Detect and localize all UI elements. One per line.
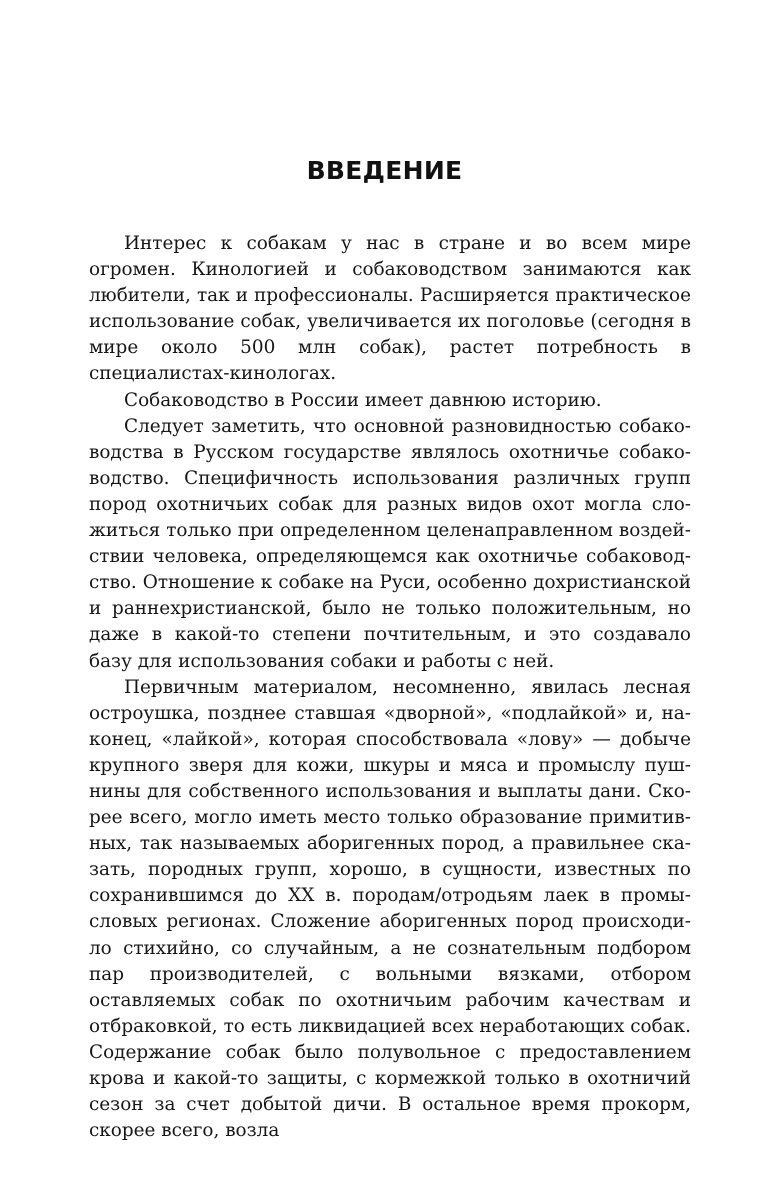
paragraph: Собаководство в России имеет давнюю историю. xyxy=(124,389,602,411)
paragraph: Интерес к собакам у нас в стране и во всем мире огромен. Кинологией и собаководством занимаются как любители, так и профессионалы. Расширяется практическое использование собак, увеличивается их поголовье (сегодня в мире около 500 млн собак), растет потребность в специалистах-кинологах. xyxy=(89,233,691,385)
chapter-title: ВВЕДЕНИЕ xyxy=(306,156,463,185)
paragraph: Следует заметить, что основной разновидностью собаководства в Русском государстве являлось охотничье собаководство. Специфичность использования различных групп пород охотничьих собак для разных видов охот могла сложиться только при определенном целенаправленном воздействии человека, определяющемся как охотничье собаководство. Отношение к собаке на Руси, особенно дохристианской и раннехристианской, было не только положительным, но даже в какой-то степени почтительным, и это создавало базу для использования собаки и работы с ней. xyxy=(89,415,691,672)
paragraph: Первичным материалом, несомненно, явилась лесная остроушка, позднее ставшая «дворной», «подлайкой» и, наконец, «лайкой», которая способствовала «лову» — добыче крупного зверя для кожи, шкуры и мяса и промыслу пушнины для собственного использования и выплаты дани. Скорее всего, могло иметь место только образование примитивных, так называемых аборигенных пород, а правильнее сказать, породных групп, хорошо, в сущности, известных по сохранившимся до XX в. породам/отродьям лаек в промысловых регионах. Сложение аборигенных пород происходило стихийно, со случайным, а не сознательным подбором пар производителей, с вольными вязками, отбором оставляемых собак по охотничьим рабочим качествам и отбраковкой, то есть ликвидацией всех неработающих собак. Содержание собак было полувольное с предоставлением крова и какой-то защиты, с кормежкой только в охотничий сезон за счет добытой дичи. В остальное время прокорм, скорее всего, возла xyxy=(89,676,691,1142)
chapter-body xyxy=(89,231,691,1144)
